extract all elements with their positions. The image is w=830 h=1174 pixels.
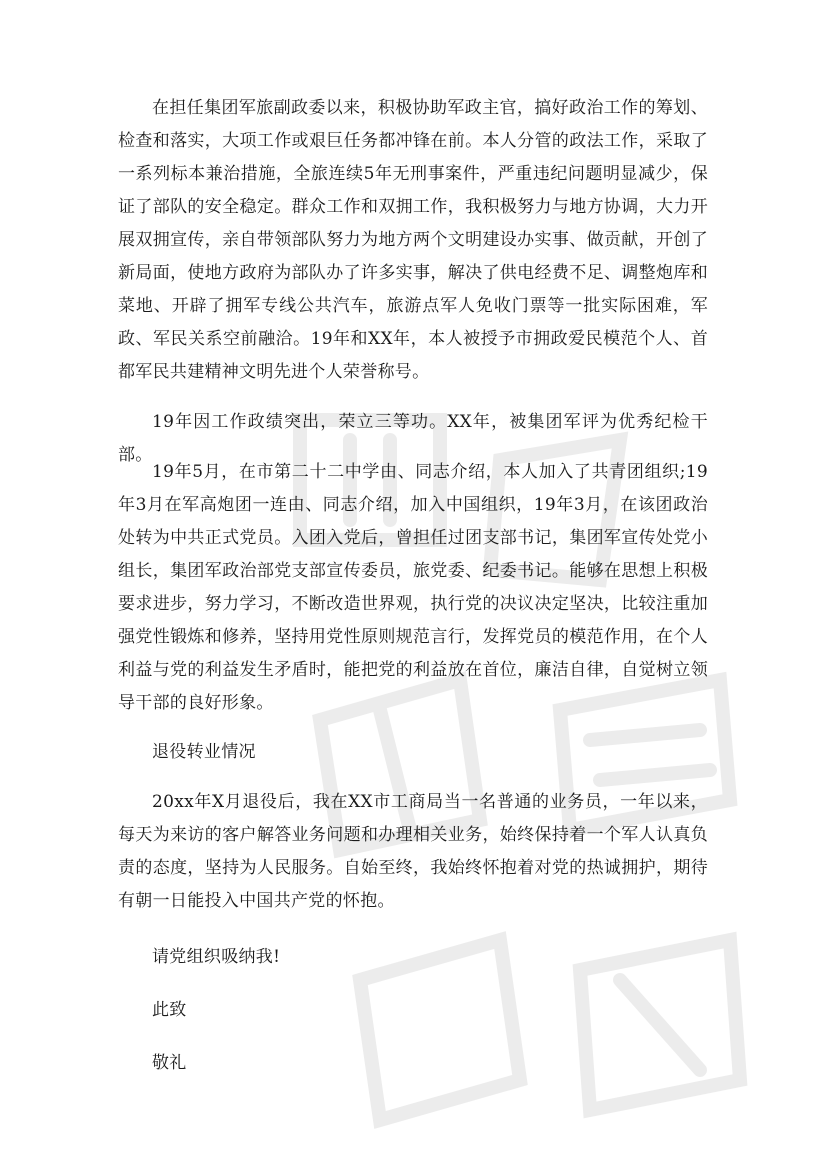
paragraph-retirement-details: 20xx年X月退役后，我在XX市工商局当一名普通的业务员，一年以来，每天为来访的客户解答业务问题和办理相关业务，始终保持着一个军人认真负责的态度，坚持为人民服务。自始至终，我始终怀抱着对党的热诚拥护，期待有朝一日能投入中国共产党的怀抱。: [118, 792, 708, 911]
paragraph-party-history: 19年5月，在市第二十二中学由、同志介绍，本人加入了共青团组织;19年3月在军高炮团一连由、同志介绍，加入中国组织，19年3月，在该团政治处转为中共正式党员。入团入党后，曾担任过团支部书记，集团军宣传处党小组长，集团军政治部党支部宣传委员，旅党委、纪委书记。能够在思想上积极要求进步，努力学习，不断改造世界观，执行党的决议决定坚决，比较注重加强党性锻炼和修养，坚持用党性原则规范言行，发挥党员的模范作用，在个人利益与党的利益发生矛盾时，能把党的利益放在首位，廉洁自律，自觉树立领导干部的良好形象。: [118, 462, 708, 713]
section-heading-retirement: 退役转业情况: [152, 742, 256, 762]
salutation-cizhi: 此致: [152, 1000, 187, 1020]
closing-request: 请党组织吸纳我!: [152, 947, 281, 967]
paragraph-work-summary: 在担任集团军旅副政委以来，积极协助军政主官，搞好政治工作的筹划、检查和落实，大项工作或艰巨任务都冲锋在前。本人分管的政法工作，采取了一系列标本兼治措施，全旅连续5年无刑事案件，严重违纪问题明显减少，保证了部队的安全稳定。群众工作和双拥工作，我积极努力与地方协调，大力开展双拥宣传，亲自带领部队努力为地方两个文明建设办实事、做贡献，开创了新局面，使地方政府为部队办了许多实事，解决了供电经费不足、调整炮库和菜地、开辟了拥军专线公共汽车，旅游点军人免收门票等一批实际困难，军政、军民关系空前融洽。19年和XX年，本人被授予市拥政爱民模范个人、首都军民共建精神文明先进个人荣誉称号。: [118, 98, 708, 382]
paragraph-awards: 19年因工作政绩突出，荣立三等功。XX年，被集团军评为优秀纪检干部。: [118, 412, 708, 465]
salutation-jingli: 敬礼: [152, 1053, 187, 1073]
